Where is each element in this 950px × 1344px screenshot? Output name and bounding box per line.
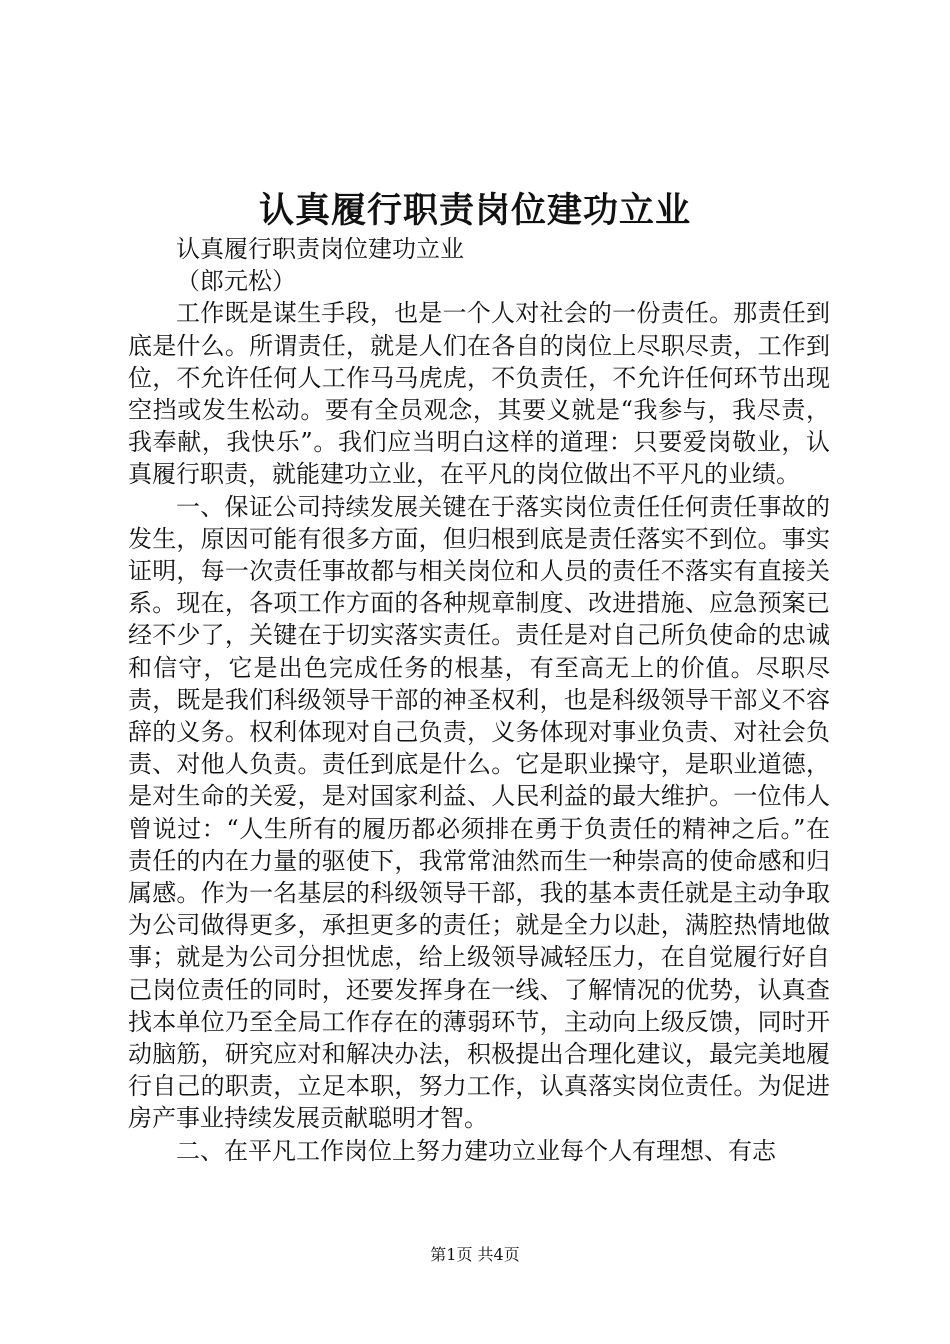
paragraph-2: 一、保证公司持续发展关键在于落实岗位责任任何责任事故的发生，原因可能有很多方面，但归根到底是责任落实不到位。事实证明，每一次责任事故都与相关岗位和人员的责任不落实有直接关系。现在，各项工作方面的各种规章制度、改进措施、应急预案已经不少了，关键在于切实落实责任。责任是对自己所负使命的忠诚和信守，它是出色完成任务的根基，有至高无上的价值。尽职尽责，既是我们科级领导干部的神圣权利，也是科级领导干部义不容辞的义务。权利体现对自己负责，义务体现对事业负责、对社会负责、对他人负责。责任到底是什么。它是职业操守，是职业道德，是对生命的关爱，是对国家利益、人民利益的最大维护。一位伟人曾说过：“人生所有的履历都必须排在勇于负责任的精神之后。”在责任的内在力量的驱使下，我常常油然而生一种崇高的使命感和归属感。作为一名基层的科级领导干部，我的基本责任就是主动争取为公司做得更多，承担更多的责任；就是全力以赴，满腔热情地做事；就是为公司分担忧虑，给上级领导减轻压力，在自觉履行好自己岗位责任的同时，还要发挥身在一线、了解情况的优势，认真查找本单位乃至全局工作存在的薄弱环节，主动向上级反馈，同时开动脑筋，研究应对和解决办法，积极提出合理化建议，最完美地履行自己的职责，立足本职，努力工作，认真落实岗位责任。为促进房产事业持续发展贡献聪明才智。	[128, 492, 830, 1133]
page-footer: 第1页 共4页	[430, 1245, 520, 1264]
author: （郎元松）	[176, 267, 296, 296]
paragraph-1: 工作既是谋生手段，也是一个人对社会的一份责任。那责任到底是什么。所谓责任，就是人们在各自的岗位上尽职尽责，工作到位，不允许任何人工作马马虎虎，不负责任，不允许任何环节出现空挡或发生松动。要有全员观念，其要义就是“我参与，我尽责，我奉献，我快乐”。我们应当明白这样的道理：只要爱岗敬业，认真履行职责，就能建功立业，在平凡的岗位做出不平凡的业绩。	[128, 299, 830, 489]
paragraph-3: 二、在平凡工作岗位上努力建功立业每个人有理想、有志	[176, 1136, 776, 1165]
document-body	[128, 233, 830, 1167]
document-title: 认真履行职责岗位建功立业	[258, 190, 691, 231]
subtitle: 认真履行职责岗位建功立业	[176, 235, 464, 263]
